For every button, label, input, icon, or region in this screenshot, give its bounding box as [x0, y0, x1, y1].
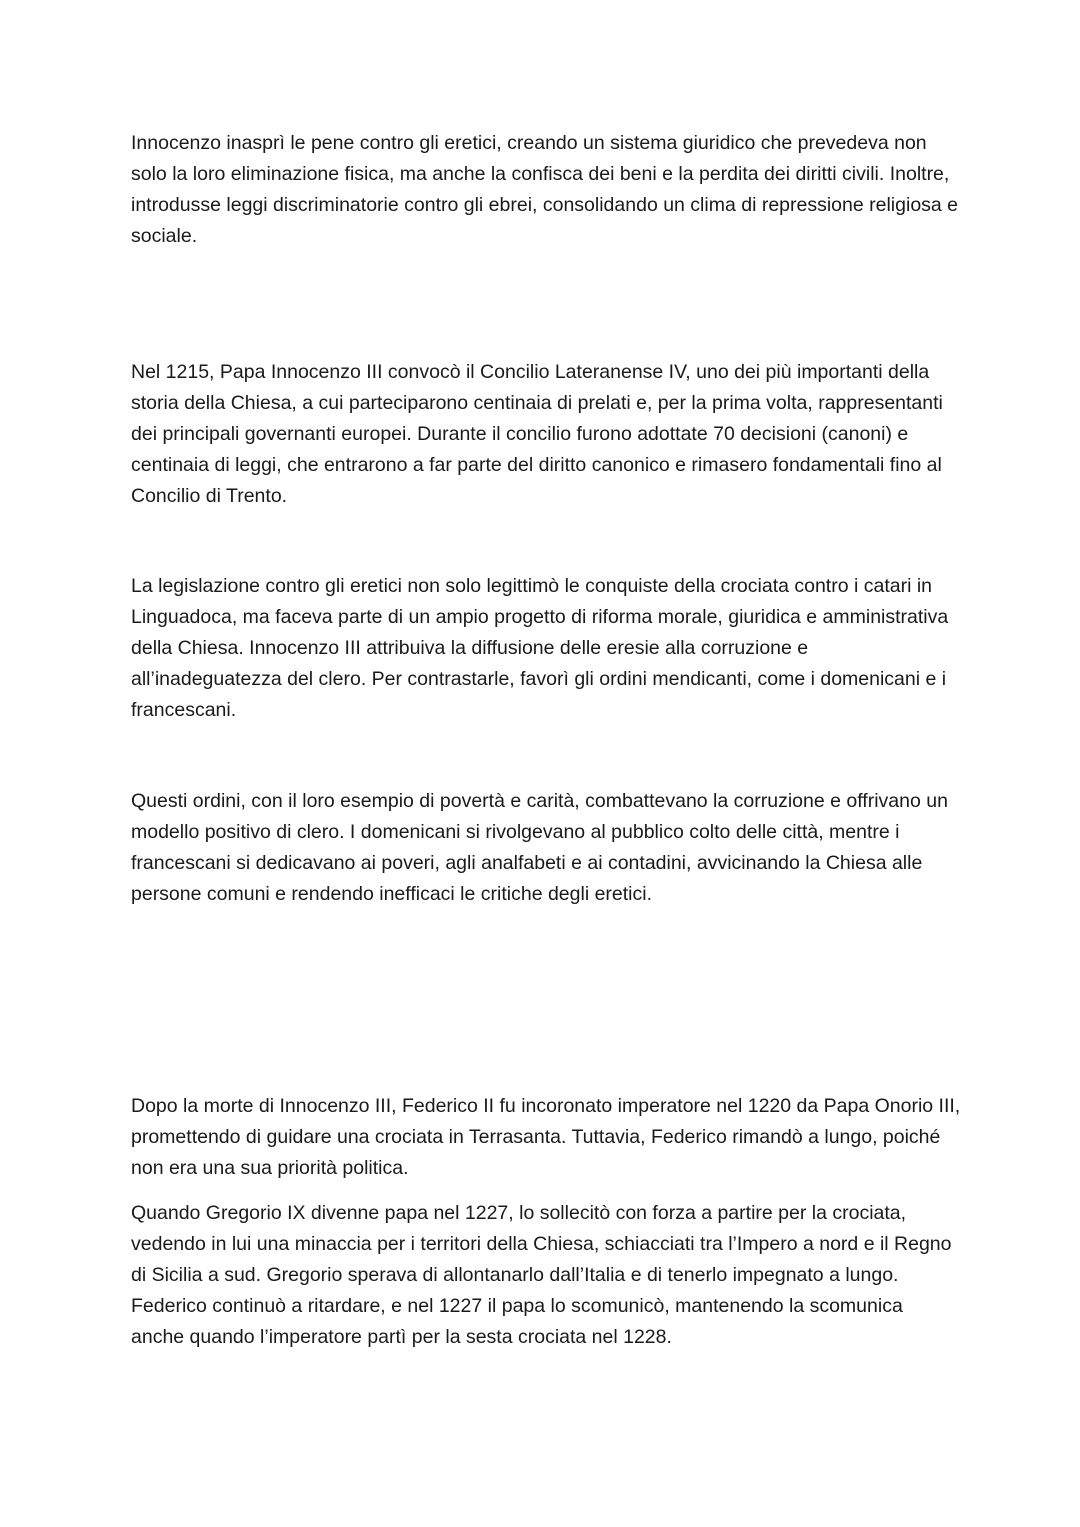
- paragraph-ordini-mendicanti: Questi ordini, con il loro esempio di povertà e carità, combattevano la corruzione e offrivano un modello positivo di clero. I domenicani si rivolgevano al pubblico colto delle città, mentre i francescani si dedicavano ai poveri, agli analfabeti e ai contadini, avvicinando la Chiesa alle persone comuni e rendendo inefficaci le critiche degli eretici.: [131, 790, 948, 905]
- paragraph-concilio-lateranense: Nel 1215, Papa Innocenzo III convocò il Concilio Lateranense IV, uno dei più importanti della storia della Chiesa, a cui parteciparono centinaia di prelati e, per la prima volta, rappresentanti dei principali governanti europei. Durante il concilio furono adottate 70 decisioni (canoni) e centinaia di leggi, che entrarono a far parte del diritto canonico e rimasero fondamentali fino al Concilio di Trento.: [131, 361, 943, 507]
- paragraph-eretici-pene: Innocenzo inasprì le pene contro gli eretici, creando un sistema giuridico che prevedeva non solo la loro eliminazione fisica, ma anche la confisca dei beni e la perdita dei diritti civili. Inoltre, introdusse leggi discriminatorie contro gli ebrei, consolidando un clima di repressione religiosa e sociale.: [131, 132, 959, 247]
- paragraph-gregorio-scomunica: Quando Gregorio IX divenne papa nel 1227, lo sollecitò con forza a partire per la crociata, vedendo in lui una minaccia per i territori della Chiesa, schiacciati tra l’Impero a nord e il Regno di Sicilia a sud. Gregorio sperava di allontanarlo dall’Italia e di tenerlo impegnato a lungo. Federico continuò a ritardare, e nel 1227 il papa lo scomunicò, mantenendo la scomunica anche quando l’imperatore partì per la sesta crociata nel 1228.: [131, 1202, 952, 1348]
- paragraph-federico-incoronato: Dopo la morte di Innocenzo III, Federico II fu incoronato imperatore nel 1220 da Papa Onorio III, promettendo di guidare una crociata in Terrasanta. Tuttavia, Federico rimandò a lungo, poiché non era una sua priorità politica.: [131, 1095, 961, 1179]
- paragraph-legislazione-eretici: La legislazione contro gli eretici non solo legittimò le conquiste della crociata contro i catari in Linguadoca, ma faceva parte di un ampio progetto di riforma morale, giuridica e amministrativa della Chiesa. Innocenzo III attribuiva la diffusione delle eresie alla corruzione e all’inadeguatezza del clero. Per contrastarle, favorì gli ordini mendicanti, come i domenicani e i francescani.: [131, 575, 949, 721]
